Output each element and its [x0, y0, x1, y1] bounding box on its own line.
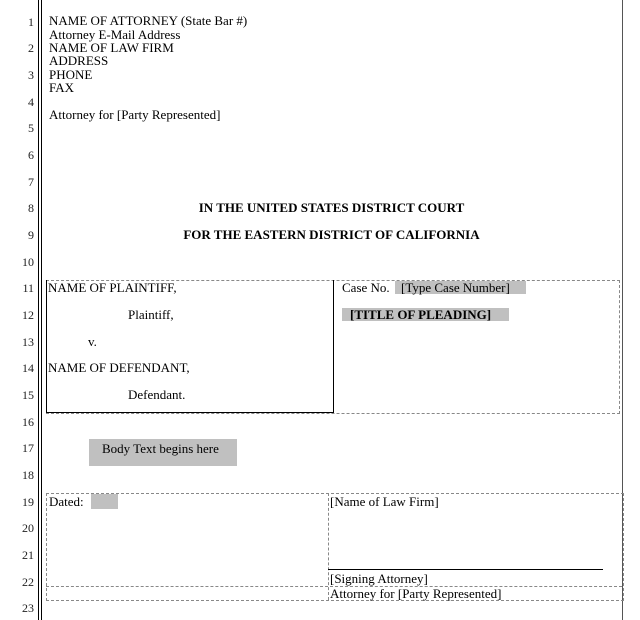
signature-attorney-for[interactable]: Attorney for [Party Represented] [330, 586, 502, 601]
firm-fax[interactable]: FAX [49, 80, 75, 95]
line-number: 18 [22, 468, 34, 482]
pleading-title-field[interactable]: [TITLE OF PLEADING] [342, 308, 509, 321]
caption-left-rule [46, 280, 47, 413]
defendant-label: Defendant. [128, 387, 186, 402]
case-number-field[interactable]: [Type Case Number] [395, 281, 526, 294]
line-number: 1 [28, 15, 34, 29]
line-number: 13 [22, 335, 34, 349]
dated-label: Dated: [49, 494, 84, 509]
line-number: 20 [22, 521, 34, 535]
line-number: 7 [28, 175, 34, 189]
line-number: 5 [28, 121, 34, 135]
line-number: 14 [22, 361, 34, 375]
plaintiff-label: Plaintiff, [128, 307, 174, 322]
left-margin-rule-outer [38, 0, 39, 620]
line-number: 12 [22, 308, 34, 322]
case-number-label: Case No. [342, 280, 390, 295]
attorney-name[interactable]: NAME OF ATTORNEY (State Bar #) [49, 13, 248, 28]
line-number: 2 [28, 41, 34, 55]
line-number: 9 [28, 228, 34, 242]
body-text-placeholder: Body Text begins here [102, 441, 219, 456]
attorney-email[interactable]: Attorney E-Mail Address [49, 27, 181, 42]
left-margin-rule-inner [41, 0, 42, 620]
line-number: 3 [28, 68, 34, 82]
caption-divider [333, 280, 334, 413]
law-firm-name[interactable]: NAME OF LAW FIRM [49, 40, 174, 55]
line-number: 23 [22, 601, 34, 615]
signature-line [328, 569, 603, 570]
line-number: 4 [28, 95, 34, 109]
line-number: 17 [22, 441, 34, 455]
defendant-name[interactable]: NAME OF DEFENDANT, [48, 360, 190, 375]
court-district: FOR THE EASTERN DISTRICT OF CALIFORNIA [183, 227, 480, 242]
line-number: 16 [22, 415, 34, 429]
versus-label: v. [88, 334, 97, 349]
line-number: 10 [22, 255, 34, 269]
line-number: 15 [22, 388, 34, 402]
plaintiff-name[interactable]: NAME OF PLAINTIFF, [48, 280, 177, 295]
line-number: 11 [22, 281, 34, 295]
court-title: IN THE UNITED STATES DISTRICT COURT [198, 200, 465, 215]
caption-bottom-rule [46, 412, 333, 413]
line-number: 6 [28, 148, 34, 162]
signature-divider [328, 493, 329, 600]
line-number: 19 [22, 495, 34, 509]
attorney-for-party[interactable]: Attorney for [Party Represented] [49, 107, 221, 122]
line-number: 21 [22, 548, 34, 562]
firm-address[interactable]: ADDRESS [49, 53, 109, 68]
line-number: 22 [22, 575, 34, 589]
signing-attorney[interactable]: [Signing Attorney] [330, 571, 428, 586]
signature-firm-name[interactable]: [Name of Law Firm] [330, 494, 439, 509]
line-number: 8 [28, 201, 34, 215]
firm-phone[interactable]: PHONE [49, 67, 93, 82]
date-field[interactable] [91, 494, 118, 509]
